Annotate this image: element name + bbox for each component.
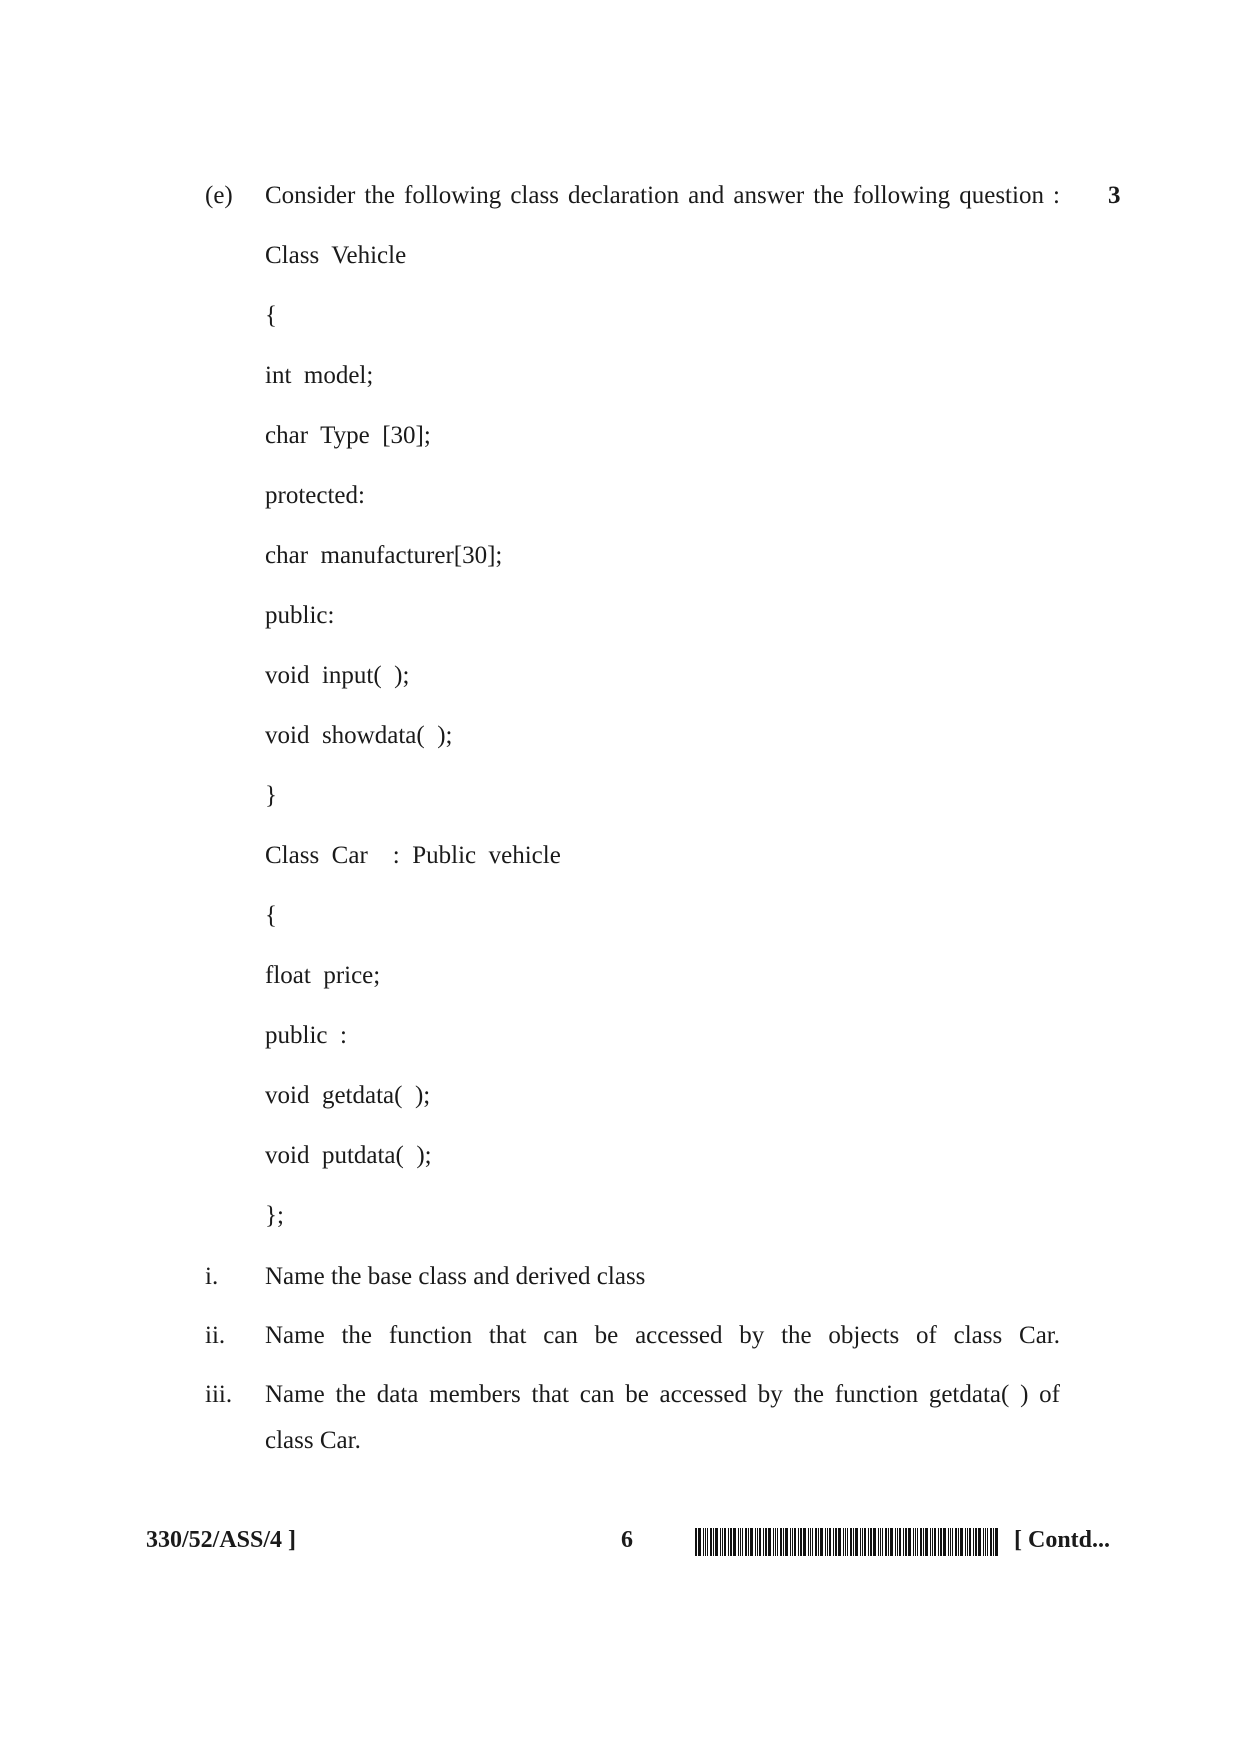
subquestion-text-continued: class Car.	[265, 1427, 361, 1454]
code-line: protected:	[265, 482, 365, 509]
subquestion-number: ii.	[205, 1322, 226, 1349]
barcode-image	[695, 1528, 1000, 1556]
question-label: (e)	[205, 182, 233, 209]
code-line: char manufacturer[30];	[265, 542, 503, 569]
code-line: void getdata( );	[265, 1082, 431, 1109]
question-marks: 3	[1108, 182, 1121, 209]
paper-code: 330/52/ASS/4 ]	[146, 1527, 297, 1553]
code-line: public:	[265, 602, 335, 629]
class-declaration-code	[265, 241, 561, 1261]
code-line: Class Car : Public vehicle	[265, 842, 561, 869]
subquestion-number: iii.	[205, 1381, 233, 1408]
subquestion-text: Name the base class and derived class	[265, 1263, 646, 1290]
code-line: void input( );	[265, 662, 410, 689]
page-number: 6	[621, 1527, 633, 1553]
code-line: int model;	[265, 362, 374, 389]
code-line: {	[265, 302, 277, 329]
subquestion-text: Name the data members that can be accessed by the function getdata( ) of	[265, 1381, 1060, 1408]
code-line: {	[265, 902, 277, 929]
subquestion-text: Name the function that can be accessed by the objects of class Car.	[265, 1322, 1060, 1349]
code-line: };	[265, 1202, 284, 1229]
code-line: float price;	[265, 962, 381, 989]
code-line: }	[265, 782, 277, 809]
continued-label: [ Contd...	[1014, 1527, 1111, 1553]
code-line: Class Vehicle	[265, 242, 407, 269]
question-text: Consider the following class declaration and answer the following question :	[265, 182, 1060, 209]
code-line: public :	[265, 1022, 347, 1049]
subquestion-number: i.	[205, 1263, 219, 1290]
code-line: char Type [30];	[265, 422, 431, 449]
code-line: void putdata( );	[265, 1142, 432, 1169]
code-line: void showdata( );	[265, 722, 453, 749]
